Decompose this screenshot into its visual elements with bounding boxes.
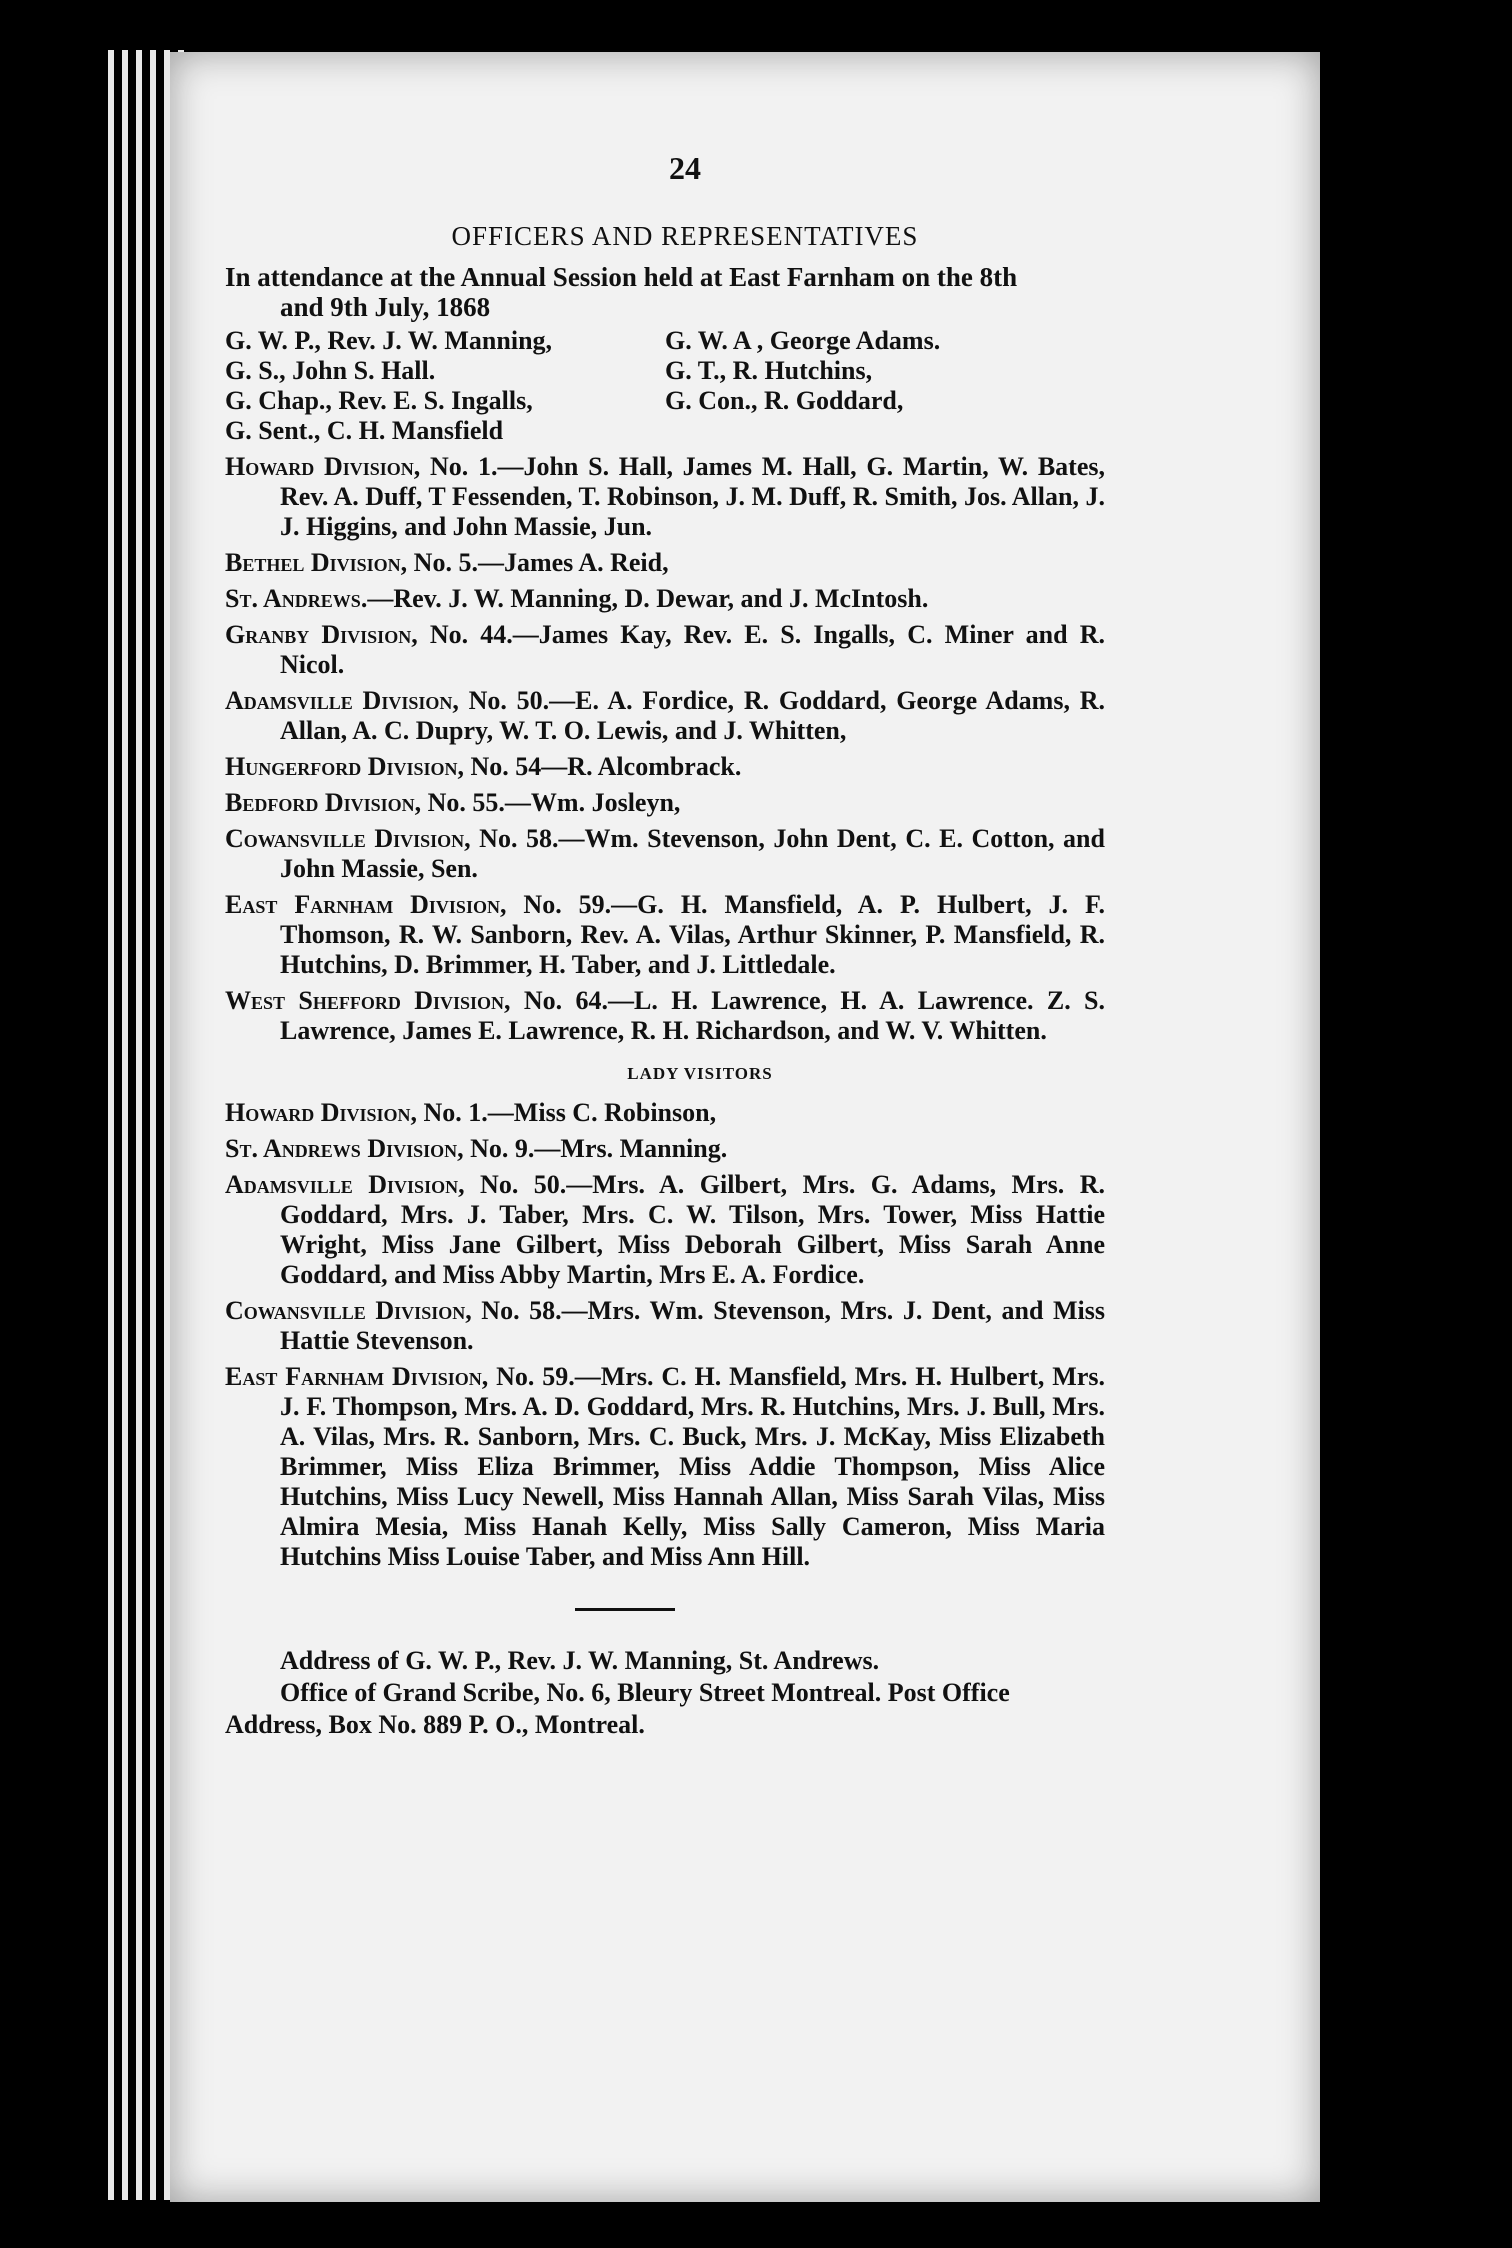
- division-members: No. 58.—Wm. Stevenson, John Dent, C. E. Cotton, and John Massie, Sen.: [280, 824, 1105, 883]
- division-name: Cowansville Division,: [225, 824, 471, 853]
- visitor-names: No. 1.—Miss C. Robinson,: [417, 1098, 717, 1127]
- division-name: East Farnham Division,: [225, 1362, 489, 1391]
- officer-entry: G. W. P., Rev. J. W. Manning,: [225, 326, 553, 355]
- division-members: No. 55.—Wm. Josleyn,: [421, 788, 681, 817]
- officers-list: [225, 326, 1105, 446]
- intro-line-2: and 9th July, 1868: [280, 292, 491, 322]
- intro-line-1: In attendance at the Annual Session held at East Farnham on the 8th: [225, 262, 1018, 292]
- division-name: Cowansville Division,: [225, 1296, 472, 1325]
- officer-entry: G. S., John S. Hall.: [225, 356, 436, 385]
- division-entry: [225, 890, 1105, 980]
- visitor-names: No. 58.—Mrs. Wm. Stevenson, Mrs. J. Dent, and Miss Hattie Stevenson.: [280, 1296, 1106, 1355]
- division-name: East Farnham Division,: [225, 890, 507, 919]
- division-name: Hungerford Division,: [225, 752, 465, 781]
- division-entry: [225, 452, 1105, 542]
- division-name: West Shefford Division,: [225, 986, 511, 1015]
- division-name: Adamsville Division,: [225, 686, 459, 715]
- division-members: No. 50.—E. A. Fordice, R. Goddard, George Adams, R. Allan, A. C. Dupry, W. T. O. Lewis, and J. Whitten,: [280, 686, 1105, 745]
- division-entry: [225, 824, 1105, 884]
- division-name: Adamsville Division,: [225, 1170, 465, 1199]
- division-entry: [225, 752, 1105, 782]
- visitor-entry: [225, 1098, 1105, 1128]
- division-entry: [225, 548, 1105, 578]
- visitor-entry: [225, 1170, 1105, 1290]
- division-name: St. Andrews.: [225, 584, 368, 613]
- division-entry: [225, 620, 1105, 680]
- lady-visitors-heading: LADY VISITORS: [627, 1064, 773, 1083]
- division-members: No. 44.—James Kay, Rev. E. S. Ingalls, C. Miner and R. Nicol.: [280, 620, 1106, 679]
- lady-visitors-list: [225, 1098, 1105, 1572]
- officer-entry: G. Con., R. Goddard,: [665, 386, 904, 415]
- section-divider: [575, 1608, 675, 1611]
- division-members: No. 59.—G. H. Mansfield, A. P. Hulbert, J. F. Thomson, R. W. Sanborn, Rev. A. Vilas, Arthur Skinner, P. Mansfield, R. Hutchins, D. Brimmer, H. Taber, and J. Littledale.: [280, 890, 1105, 979]
- division-name: St. Andrews Division,: [225, 1134, 464, 1163]
- officer-entry: G. Sent., C. H. Mansfield: [225, 416, 504, 445]
- grand-scribe-office: Office of Grand Scribe, No. 6, Bleury Street Montreal. Post Office Address, Box No. 889 P. O., Montreal.: [225, 1678, 1010, 1739]
- division-entry: [225, 788, 1105, 818]
- division-members: No. 64.—L. H. Lawrence, H. A. Lawrence. Z. S. Lawrence, James E. Lawrence, R. H. Richardson, and W. V. Whitten.: [280, 986, 1106, 1045]
- visitor-names: No. 9.—Mrs. Manning.: [463, 1134, 728, 1163]
- division-entry: [225, 686, 1105, 746]
- visitor-entry: [225, 1296, 1105, 1356]
- page-title: OFFICERS AND REPRESENTATIVES: [451, 221, 919, 251]
- division-name: Howard Division,: [225, 452, 421, 481]
- division-name: Granby Division,: [225, 620, 418, 649]
- officer-entry: G. W. A , George Adams.: [665, 326, 941, 355]
- division-name: Bethel Division,: [225, 548, 408, 577]
- division-members: No. 54—R. Alcombrack.: [464, 752, 742, 781]
- page-number: 24: [669, 150, 701, 186]
- division-name: Bedford Division,: [225, 788, 422, 817]
- division-members: No. 1.—John S. Hall, James M. Hall, G. Martin, W. Bates, Rev. A. Duff, T Fessenden, T. Robinson, J. M. Duff, R. Smith, Jos. Allan, J. J. Higgins, and John Massie, Jun.: [280, 452, 1105, 541]
- gwp-address: Address of G. W. P., Rev. J. W. Manning, St. Andrews.: [280, 1646, 880, 1675]
- visitor-entry: [225, 1134, 1105, 1164]
- division-members: No. 5.—James A. Reid,: [407, 548, 669, 577]
- division-entry: [225, 986, 1105, 1046]
- officer-entry: [665, 416, 1105, 446]
- division-members: —Rev. J. W. Manning, D. Dewar, and J. McIntosh.: [367, 584, 929, 613]
- visitor-names: No. 59.—Mrs. C. H. Mansfield, Mrs. H. Hulbert, Mrs. J. F. Thompson, Mrs. A. D. Goddard, Mrs. R. Hutchins, Mrs. J. Bull, Mrs. A. Vilas, Mrs. R. Sanborn, Mrs. C. Buck, Mrs. J. McKay, Miss Elizabeth Brimmer, Miss Eliza Brimmer, Miss Addie Thompson, Miss Alice Hutchins, Miss Lucy Newell, Miss Hannah Allan, Miss Sarah Vilas, Miss Almira Mesia, Miss Hanah Kelly, Miss Sally Cameron, Miss Maria Hutchins Miss Louise Taber, and Miss Ann Hill.: [280, 1362, 1105, 1571]
- intro-text: [225, 262, 1105, 322]
- division-entry: [225, 584, 1105, 614]
- officer-entry: G. T., R. Hutchins,: [665, 356, 873, 385]
- officer-entry: G. Chap., Rev. E. S. Ingalls,: [225, 386, 533, 415]
- visitor-entry: [225, 1362, 1105, 1572]
- page-content: [225, 150, 1105, 1741]
- divisions-list: [225, 452, 1105, 1046]
- division-name: Howard Division,: [225, 1098, 418, 1127]
- visitor-names: No. 50.—Mrs. A. Gilbert, Mrs. G. Adams, Mrs. R. Goddard, Mrs. J. Taber, Mrs. C. W. Tilson, Mrs. Tower, Miss Hattie Wright, Miss Jane Gilbert, Miss Deborah Gilbert, Miss Sarah Anne Goddard, and Miss Abby Martin, Mrs E. A. Fordice.: [280, 1170, 1105, 1289]
